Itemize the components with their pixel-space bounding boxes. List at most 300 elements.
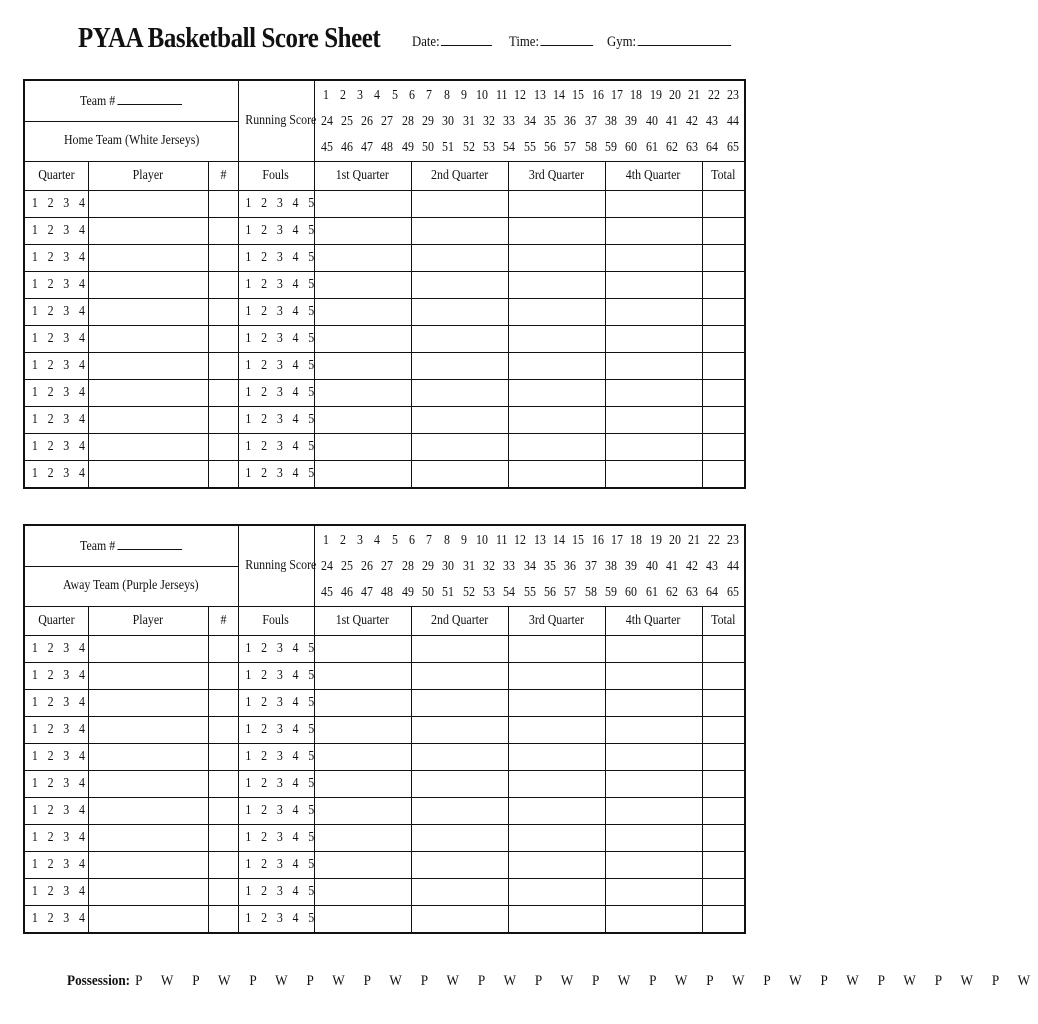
total-cell[interactable] [702,434,745,461]
total-cell[interactable] [702,906,745,934]
running-score-number[interactable]: 5 [391,533,398,548]
running-score-number[interactable]: 62 [665,140,678,155]
fouls-tracker[interactable]: 1 2 3 4 5 [244,331,318,346]
date-field[interactable] [412,32,492,51]
q2-score-cell[interactable] [411,353,508,380]
running-score-number[interactable]: 13 [533,533,546,548]
quarter-selector[interactable]: 1 2 3 4 [31,911,89,926]
quarter-cell[interactable] [24,434,88,461]
jersey-number-cell[interactable] [208,407,238,434]
q3-score-cell[interactable] [508,299,605,326]
jersey-number-cell[interactable] [208,717,238,744]
total-cell[interactable] [702,717,745,744]
running-score-number[interactable]: 6 [409,533,416,548]
q2-score-cell[interactable] [411,434,508,461]
running-score-number[interactable]: 62 [665,585,678,600]
fouls-tracker[interactable]: 1 2 3 4 5 [244,223,318,238]
running-score-number[interactable]: 49 [401,585,414,600]
q1-score-cell[interactable] [314,380,411,407]
running-score-number[interactable]: 61 [645,585,658,600]
q2-score-cell[interactable] [411,407,508,434]
running-score-number[interactable]: 2 [339,88,346,103]
q2-score-cell[interactable] [411,245,508,272]
fouls-tracker[interactable]: 1 2 3 4 5 [244,695,318,710]
player-cell[interactable] [88,380,208,407]
jersey-number-cell[interactable] [208,299,238,326]
running-score-number[interactable]: 21 [688,533,701,548]
running-score-number[interactable]: 45 [320,140,333,155]
running-score-number[interactable]: 23 [726,533,739,548]
q2-score-cell[interactable] [411,461,508,489]
quarter-selector[interactable]: 1 2 3 4 [31,250,89,265]
q4-score-cell[interactable] [605,461,702,489]
player-cell[interactable] [88,879,208,906]
running-score-number[interactable]: 50 [422,585,435,600]
fouls-cell[interactable] [238,434,318,461]
running-score-number[interactable]: 35 [544,559,556,574]
running-score-number[interactable]: 41 [665,114,678,129]
running-score-number[interactable]: 51 [442,140,455,155]
fouls-tracker[interactable]: 1 2 3 4 5 [244,776,318,791]
running-score-number[interactable]: 46 [340,585,353,600]
fouls-cell[interactable] [238,798,318,825]
jersey-number-cell[interactable] [208,245,238,272]
running-score-number[interactable]: 60 [625,585,638,600]
running-score-number[interactable]: 50 [422,140,435,155]
quarter-cell[interactable] [24,353,88,380]
quarter-cell[interactable] [24,663,88,690]
running-score-number[interactable]: 19 [649,88,662,103]
running-score-number[interactable]: 48 [381,140,394,155]
q3-score-cell[interactable] [508,717,605,744]
player-cell[interactable] [88,825,208,852]
total-cell[interactable] [702,272,745,299]
running-score-number[interactable]: 11 [495,533,508,548]
jersey-number-cell[interactable] [208,879,238,906]
running-score-number[interactable]: 33 [503,114,516,129]
running-score-number[interactable]: 9 [461,533,468,548]
running-score-number[interactable]: 8 [443,88,450,103]
running-score-number[interactable]: 53 [483,140,495,155]
q4-score-cell[interactable] [605,798,702,825]
running-score-number[interactable]: 12 [514,88,527,103]
q3-score-cell[interactable] [508,825,605,852]
q2-score-cell[interactable] [411,852,508,879]
q1-score-cell[interactable] [314,825,411,852]
fouls-tracker[interactable]: 1 2 3 4 5 [244,857,318,872]
running-score-number[interactable]: 4 [374,88,381,103]
quarter-cell[interactable] [24,461,88,489]
possession-values[interactable]: P W P W P W P W P W P W P W P W P W P W P W P W P W P W P W P W [135,973,1038,989]
running-score-number[interactable]: 4 [374,533,381,548]
running-score-number[interactable]: 43 [706,559,719,574]
running-score-number[interactable]: 41 [665,559,678,574]
q1-score-cell[interactable] [314,906,411,934]
q4-score-cell[interactable] [605,852,702,879]
running-score-number[interactable]: 32 [483,114,495,129]
fouls-tracker[interactable]: 1 2 3 4 5 [244,830,318,845]
fouls-cell[interactable] [238,353,318,380]
q4-score-cell[interactable] [605,245,702,272]
fouls-cell[interactable] [238,380,318,407]
fouls-tracker[interactable]: 1 2 3 4 5 [244,277,318,292]
running-score-number[interactable]: 55 [523,585,536,600]
player-cell[interactable] [88,744,208,771]
quarter-selector[interactable]: 1 2 3 4 [31,722,89,737]
fouls-cell[interactable] [238,852,318,879]
q4-score-cell[interactable] [605,663,702,690]
q2-score-cell[interactable] [411,906,508,934]
quarter-cell[interactable] [24,636,88,663]
total-cell[interactable] [702,798,745,825]
q3-score-cell[interactable] [508,879,605,906]
quarter-cell[interactable] [24,407,88,434]
running-score-number[interactable]: 44 [726,114,739,129]
running-score-number[interactable]: 43 [706,114,719,129]
fouls-tracker[interactable]: 1 2 3 4 5 [244,412,318,427]
q4-score-cell[interactable] [605,218,702,245]
running-score-number[interactable]: 51 [442,585,455,600]
team-number-line[interactable] [118,92,183,105]
running-score-number[interactable]: 1 [322,88,329,103]
running-score-number[interactable]: 5 [391,88,398,103]
q2-score-cell[interactable] [411,636,508,663]
fouls-cell[interactable] [238,461,318,489]
running-score-number[interactable]: 32 [483,559,495,574]
running-score-number[interactable]: 65 [726,140,739,155]
quarter-selector[interactable]: 1 2 3 4 [31,304,89,319]
player-cell[interactable] [88,299,208,326]
running-score-number[interactable]: 27 [381,114,394,129]
team-number-field[interactable] [24,80,238,121]
running-score-number[interactable]: 61 [645,140,658,155]
player-cell[interactable] [88,272,208,299]
q4-score-cell[interactable] [605,825,702,852]
q3-score-cell[interactable] [508,434,605,461]
quarter-selector[interactable]: 1 2 3 4 [31,412,89,427]
running-score-number[interactable]: 14 [553,533,566,548]
fouls-cell[interactable] [238,191,318,218]
q4-score-cell[interactable] [605,407,702,434]
jersey-number-cell[interactable] [208,191,238,218]
quarter-cell[interactable] [24,852,88,879]
q3-score-cell[interactable] [508,353,605,380]
running-score-number[interactable]: 45 [320,585,333,600]
jersey-number-cell[interactable] [208,218,238,245]
running-score-number[interactable]: 42 [686,114,699,129]
total-cell[interactable] [702,771,745,798]
q3-score-cell[interactable] [508,771,605,798]
q2-score-cell[interactable] [411,717,508,744]
running-score-number[interactable]: 40 [645,114,658,129]
q1-score-cell[interactable] [314,798,411,825]
total-cell[interactable] [702,744,745,771]
quarter-cell[interactable] [24,744,88,771]
running-score-number[interactable]: 38 [604,559,617,574]
running-score-number[interactable]: 10 [476,88,489,103]
player-cell[interactable] [88,690,208,717]
time-input-line[interactable] [541,32,594,46]
running-score-number[interactable]: 59 [604,585,617,600]
time-field[interactable] [509,32,593,51]
fouls-cell[interactable] [238,771,318,798]
q1-score-cell[interactable] [314,690,411,717]
total-cell[interactable] [702,407,745,434]
quarter-selector[interactable]: 1 2 3 4 [31,277,89,292]
jersey-number-cell[interactable] [208,906,238,934]
q2-score-cell[interactable] [411,299,508,326]
total-cell[interactable] [702,245,745,272]
fouls-tracker[interactable]: 1 2 3 4 5 [244,250,318,265]
gym-input-line[interactable] [638,32,732,46]
fouls-tracker[interactable]: 1 2 3 4 5 [244,466,318,481]
q1-score-cell[interactable] [314,191,411,218]
total-cell[interactable] [702,825,745,852]
total-cell[interactable] [702,299,745,326]
q4-score-cell[interactable] [605,690,702,717]
total-cell[interactable] [702,380,745,407]
q2-score-cell[interactable] [411,690,508,717]
running-score-number[interactable]: 64 [706,585,719,600]
running-score-number[interactable]: 29 [422,114,435,129]
running-score-number[interactable]: 15 [572,88,585,103]
running-score-number[interactable]: 7 [426,533,433,548]
q1-score-cell[interactable] [314,461,411,489]
quarter-cell[interactable] [24,380,88,407]
jersey-number-cell[interactable] [208,825,238,852]
running-score-number[interactable]: 18 [630,533,643,548]
running-score-number[interactable]: 38 [604,114,617,129]
quarter-selector[interactable]: 1 2 3 4 [31,385,89,400]
running-score-number[interactable]: 54 [503,140,516,155]
running-score-number[interactable]: 47 [361,140,374,155]
quarter-selector[interactable]: 1 2 3 4 [31,223,89,238]
quarter-cell[interactable] [24,191,88,218]
player-cell[interactable] [88,717,208,744]
running-score-number[interactable]: 44 [726,559,739,574]
running-score-number[interactable]: 19 [649,533,662,548]
running-score-number[interactable]: 40 [645,559,658,574]
running-score-number[interactable]: 24 [320,114,333,129]
running-score-number[interactable]: 36 [564,114,577,129]
quarter-cell[interactable] [24,879,88,906]
running-score-number[interactable]: 47 [361,585,374,600]
jersey-number-cell[interactable] [208,771,238,798]
quarter-selector[interactable]: 1 2 3 4 [31,331,89,346]
quarter-cell[interactable] [24,299,88,326]
q1-score-cell[interactable] [314,879,411,906]
player-cell[interactable] [88,218,208,245]
q4-score-cell[interactable] [605,380,702,407]
player-cell[interactable] [88,461,208,489]
fouls-cell[interactable] [238,744,318,771]
q1-score-cell[interactable] [314,299,411,326]
team-number-line[interactable] [118,537,183,550]
running-score-number[interactable]: 7 [426,88,433,103]
q4-score-cell[interactable] [605,326,702,353]
jersey-number-cell[interactable] [208,744,238,771]
gym-field[interactable] [607,32,731,51]
total-cell[interactable] [702,191,745,218]
quarter-cell[interactable] [24,798,88,825]
q2-score-cell[interactable] [411,663,508,690]
quarter-cell[interactable] [24,690,88,717]
jersey-number-cell[interactable] [208,690,238,717]
q1-score-cell[interactable] [314,272,411,299]
fouls-tracker[interactable]: 1 2 3 4 5 [244,439,318,454]
quarter-selector[interactable]: 1 2 3 4 [31,439,89,454]
quarter-cell[interactable] [24,272,88,299]
fouls-tracker[interactable]: 1 2 3 4 5 [244,911,318,926]
fouls-tracker[interactable]: 1 2 3 4 5 [244,722,318,737]
running-score-number[interactable]: 64 [706,140,719,155]
player-cell[interactable] [88,771,208,798]
running-score-number[interactable]: 28 [401,114,414,129]
player-cell[interactable] [88,636,208,663]
running-score-number[interactable]: 21 [688,88,701,103]
running-score-number[interactable]: 14 [553,88,566,103]
running-score-number[interactable]: 25 [340,559,353,574]
player-cell[interactable] [88,663,208,690]
q3-score-cell[interactable] [508,218,605,245]
running-score-number[interactable]: 56 [544,585,556,600]
jersey-number-cell[interactable] [208,272,238,299]
running-score-number[interactable]: 52 [462,585,475,600]
q3-score-cell[interactable] [508,906,605,934]
running-score-number[interactable]: 34 [523,559,536,574]
q2-score-cell[interactable] [411,272,508,299]
date-input-line[interactable] [441,32,492,46]
running-score-number[interactable]: 23 [726,88,739,103]
running-score-number[interactable]: 31 [462,559,475,574]
running-score-number[interactable]: 27 [381,559,394,574]
jersey-number-cell[interactable] [208,461,238,489]
team-number-field[interactable] [24,525,238,566]
player-cell[interactable] [88,326,208,353]
quarter-selector[interactable]: 1 2 3 4 [31,749,89,764]
fouls-cell[interactable] [238,299,318,326]
running-score-number[interactable]: 55 [523,140,536,155]
running-score-number[interactable]: 52 [462,140,475,155]
running-score-number[interactable]: 22 [707,533,720,548]
q3-score-cell[interactable] [508,191,605,218]
quarter-selector[interactable]: 1 2 3 4 [31,358,89,373]
q2-score-cell[interactable] [411,380,508,407]
q3-score-cell[interactable] [508,326,605,353]
running-score-number[interactable]: 6 [409,88,416,103]
player-cell[interactable] [88,798,208,825]
q1-score-cell[interactable] [314,245,411,272]
running-score-number[interactable]: 20 [669,88,681,103]
running-score-number[interactable]: 59 [604,140,617,155]
q1-score-cell[interactable] [314,852,411,879]
running-score-number[interactable]: 60 [625,140,638,155]
q4-score-cell[interactable] [605,434,702,461]
q2-score-cell[interactable] [411,879,508,906]
running-score-number[interactable]: 12 [514,533,527,548]
fouls-cell[interactable] [238,825,318,852]
jersey-number-cell[interactable] [208,663,238,690]
quarter-cell[interactable] [24,245,88,272]
q4-score-cell[interactable] [605,717,702,744]
fouls-tracker[interactable]: 1 2 3 4 5 [244,803,318,818]
running-score-number[interactable]: 48 [381,585,394,600]
player-cell[interactable] [88,245,208,272]
q3-score-cell[interactable] [508,663,605,690]
running-score-number[interactable]: 39 [625,114,638,129]
running-score-number[interactable]: 17 [611,88,623,103]
quarter-selector[interactable]: 1 2 3 4 [31,641,89,656]
quarter-selector[interactable]: 1 2 3 4 [31,668,89,683]
running-score-number[interactable]: 53 [483,585,495,600]
running-score-number[interactable]: 25 [340,114,353,129]
q2-score-cell[interactable] [411,771,508,798]
q4-score-cell[interactable] [605,299,702,326]
q3-score-cell[interactable] [508,380,605,407]
q2-score-cell[interactable] [411,326,508,353]
fouls-cell[interactable] [238,879,318,906]
fouls-cell[interactable] [238,407,318,434]
quarter-selector[interactable]: 1 2 3 4 [31,857,89,872]
player-cell[interactable] [88,852,208,879]
running-score-number[interactable]: 57 [564,140,577,155]
running-score-number[interactable]: 17 [611,533,623,548]
running-score-number[interactable]: 63 [686,140,699,155]
total-cell[interactable] [702,663,745,690]
quarter-cell[interactable] [24,717,88,744]
fouls-tracker[interactable]: 1 2 3 4 5 [244,304,318,319]
running-score-number[interactable]: 16 [591,88,604,103]
q3-score-cell[interactable] [508,744,605,771]
quarter-selector[interactable]: 1 2 3 4 [31,196,89,211]
jersey-number-cell[interactable] [208,326,238,353]
running-score-number[interactable]: 65 [726,585,739,600]
running-score-number[interactable]: 30 [442,559,455,574]
quarter-selector[interactable]: 1 2 3 4 [31,803,89,818]
q1-score-cell[interactable] [314,663,411,690]
fouls-cell[interactable] [238,326,318,353]
fouls-cell[interactable] [238,906,318,934]
running-score-number[interactable]: 34 [523,114,536,129]
quarter-cell[interactable] [24,326,88,353]
running-score-number[interactable]: 13 [533,88,546,103]
running-score-number[interactable]: 58 [584,585,597,600]
q3-score-cell[interactable] [508,245,605,272]
q3-score-cell[interactable] [508,798,605,825]
running-score-number[interactable]: 57 [564,585,577,600]
q1-score-cell[interactable] [314,771,411,798]
fouls-cell[interactable] [238,717,318,744]
running-score-number[interactable]: 16 [591,533,604,548]
fouls-cell[interactable] [238,245,318,272]
q3-score-cell[interactable] [508,272,605,299]
fouls-tracker[interactable]: 1 2 3 4 5 [244,196,318,211]
running-score-number[interactable]: 63 [686,585,699,600]
jersey-number-cell[interactable] [208,434,238,461]
running-score-number[interactable]: 24 [320,559,333,574]
quarter-cell[interactable] [24,825,88,852]
player-cell[interactable] [88,407,208,434]
q3-score-cell[interactable] [508,636,605,663]
player-cell[interactable] [88,434,208,461]
running-score-number[interactable]: 54 [503,585,516,600]
running-score-number[interactable]: 18 [630,88,643,103]
running-score-number[interactable]: 26 [361,114,374,129]
fouls-tracker[interactable]: 1 2 3 4 5 [244,641,318,656]
q3-score-cell[interactable] [508,461,605,489]
total-cell[interactable] [702,636,745,663]
fouls-cell[interactable] [238,272,318,299]
